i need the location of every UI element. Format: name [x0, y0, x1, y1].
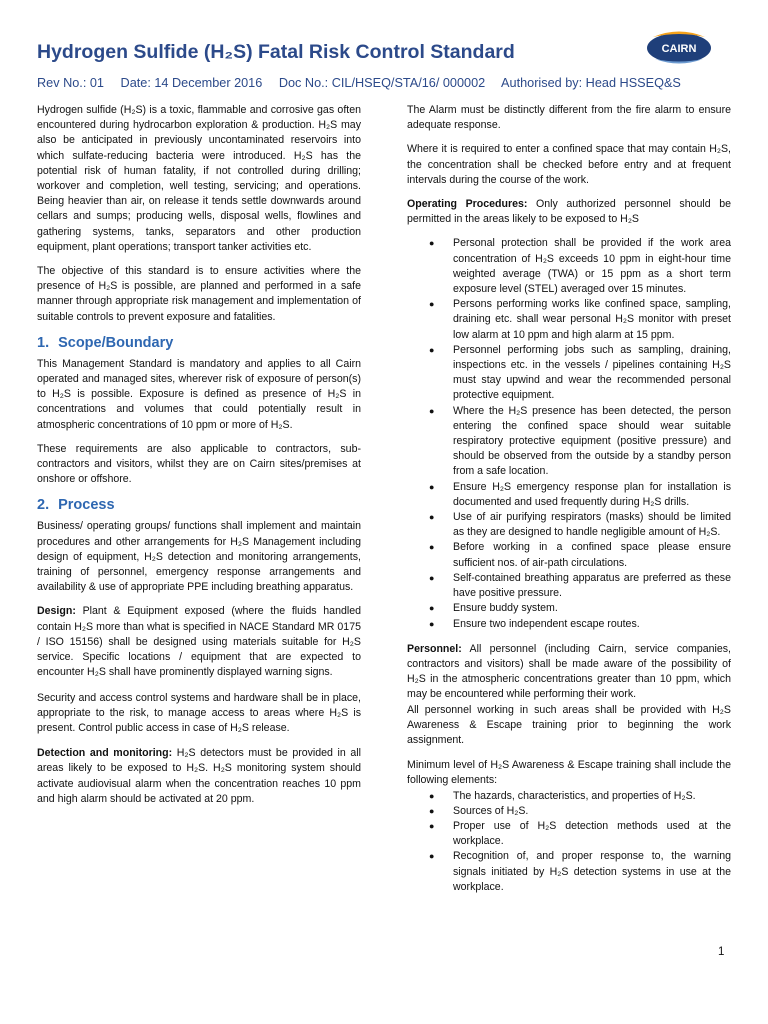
- page-number: 1: [718, 946, 725, 958]
- bullet-icon: ●: [429, 344, 435, 355]
- bullet-icon: ●: [429, 618, 435, 629]
- bullet-icon: ●: [429, 820, 435, 831]
- document-number: Doc No.: CIL/HSEQ/STA/16/ 000002: [278, 76, 486, 90]
- list-item: ● Ensure two independent escape routes.: [453, 617, 731, 632]
- personnel-paragraph: [407, 642, 731, 703]
- personnel-text: All personnel (including Cairn, service companies, contractors and visitors) shall be made aware of the possibility of H₂S in the atmospheric concentrations greater than 10 ppm, which may be encountered while performing their work.: [407, 642, 731, 701]
- security-paragraph: Security and access control systems and hardware shall be in place, appropriate to the risk, to manage access to areas where H₂S is present. Control public access in case of H₂S release.: [37, 691, 361, 734]
- section-number: 2.: [37, 497, 50, 514]
- alarm-paragraph: The Alarm must be distinctly different from the fire alarm to ensure adequate response.: [407, 104, 731, 132]
- bullet-icon: ●: [429, 542, 435, 553]
- section-heading-scope: [37, 334, 361, 352]
- design-paragraph: [37, 604, 361, 680]
- document-meta: [37, 76, 732, 90]
- bullet-icon: ●: [429, 481, 435, 492]
- operating-text: Only authorized personnel should be permitted in the areas likely to be exposed to H₂S: [407, 198, 731, 226]
- bullet-icon: ●: [429, 790, 435, 801]
- list-item: ● Proper use of H₂S detection methods used at the workplace.: [429, 819, 731, 848]
- list-item: ● The hazards, characteristics, and properties of H₂S.: [453, 789, 731, 804]
- operating-bullet-list: [407, 236, 731, 631]
- section-number: 1.: [37, 334, 50, 351]
- design-text: Plant & Equipment exposed (where the fluids handled contain H₂S more than what is specified in NACE Standard MR 0175 / ISO 15156) shall be designed using materials suitable for H₂S service. Specific locations / equipment that are expected to encounter H₂S shall have prominently displayed warning signs.: [37, 605, 361, 679]
- list-item: ● Sources of H₂S.: [453, 804, 731, 819]
- section-title: Scope/Boundary: [58, 334, 174, 351]
- section-title: Process: [58, 497, 115, 514]
- list-item: ● Ensure H₂S emergency response plan for installation is documented and used frequently during H₂S drills.: [429, 480, 731, 508]
- list-item: ● Ensure buddy system.: [453, 601, 731, 616]
- logo-text: CAIRN: [661, 43, 697, 55]
- design-label: Design:: [37, 605, 76, 618]
- detection-text: H₂S detectors must be provided in all areas likely to be exposed to H₂S. H₂S monitoring system should activate audiovisual alarm when the concentration reaches 10 ppm and high alarm should be activated at 20 ppm.: [37, 747, 362, 805]
- operating-label: Operating Procedures:: [407, 198, 528, 211]
- detection-paragraph: [37, 746, 361, 807]
- confined-space-paragraph: Where it is required to enter a confined space that may contain H₂S, the concentration shall be checked before entry and at frequent intervals during the course of the work.: [407, 143, 731, 186]
- revision-number: Rev No.: 01: [37, 76, 104, 90]
- bullet-icon: ●: [429, 805, 435, 816]
- list-item: ● Recognition of, and proper response to, the warning signals initiated by H₂S detection systems in use at the workplace.: [429, 850, 731, 893]
- right-column: [407, 103, 731, 895]
- applicability-paragraph: These requirements are also applicable to contractors, sub-contractors and visitors, whilst they are on Cairn sites/premises at onshore or offshore.: [37, 442, 361, 486]
- list-item: ● Before working in a confined space please ensure sufficient nos. of air-path circulations.: [429, 541, 731, 569]
- list-item: ● Persons performing works like confined space, sampling, draining etc. shall wear personal H₂S monitor with preset low alarm at 10 ppm and high alarm at 15 ppm.: [429, 298, 731, 341]
- objective-paragraph: The objective of this standard is to ensure activities where the presence of H₂S is possible, are planned and performed in a safe manner through appropriate risk management and implementation of suitable controls to prevent exposure and fatalities.: [37, 265, 361, 323]
- scope-paragraph: This Management Standard is mandatory and applies to all Cairn operated and managed sites, wherever risk of exposure of person(s) to H₂S is possible. Exposure is defined as presence of H₂S in concentrations and volumes that could potentially result in atmospheric concentrations of 10 ppm or more of H₂S.: [37, 357, 361, 431]
- bullet-icon: ●: [429, 238, 435, 249]
- intro-paragraph: Hydrogen sulfide (H₂S) is a toxic, flammable and corrosive gas often encountered during hydrocarbon exploration & production. H₂S may also be anticipated in previously uncontaminated reservoirs into which sulfate-reducing bacteria were introduced. H₂S has the potential risk of human fatality, if not controlled during drilling; workover and completion, well testing, servicing; and operations. Being heavier than air, on release it tends settle downwards around cellars and sumps; producing wells, disposal wells, flowlines and gathering systems, tanks, separators and other production equipment, plant operations; transport tanker activities etc.: [37, 104, 361, 253]
- training-requirement-paragraph: All personnel working in such areas shall be provided with H₂S Awareness & Escape training prior to beginning the work assignment.: [407, 703, 731, 746]
- document-date: Date: 14 December 2016: [120, 76, 263, 90]
- authorised-by: Authorised by: Head HSSEQ&S: [501, 76, 681, 90]
- bullet-icon: ●: [429, 299, 435, 310]
- list-item: ● Self-contained breathing apparatus are preferred as these have positive pressure.: [429, 571, 731, 600]
- cairn-logo: [645, 28, 713, 68]
- list-item: ● Use of air purifying respirators (masks) should be limited as they are designed to handle negligible amount of H₂S.: [429, 511, 731, 539]
- bullet-icon: ●: [429, 572, 435, 583]
- page-title: Hydrogen Sulfide (H₂S) Fatal Risk Control Standard: [37, 41, 515, 63]
- bullet-icon: ●: [429, 851, 435, 862]
- left-column: [37, 103, 361, 816]
- process-paragraph: Business/ operating groups/ functions shall implement and maintain procedures and other arrangements for H₂S Management including design of equipment, H₂S detection and monitoring arrangements, training of personnel, emergency response arrangements and availability & use of appropriate PPE including breathing apparatus.: [37, 520, 361, 594]
- bullet-icon: ●: [429, 512, 435, 523]
- training-bullet-list: [407, 789, 731, 895]
- bullet-icon: ●: [429, 603, 435, 614]
- bullet-icon: ●: [429, 405, 435, 416]
- personnel-label: Personnel:: [407, 642, 462, 655]
- list-item: ● Personnel performing jobs such as sampling, draining, inspections etc. in the vessels / pipelines containing H₂S must stay upwind and wear the recommended personal protective equipment.: [429, 343, 731, 402]
- training-intro-paragraph: Minimum level of H₂S Awareness & Escape training shall include the following elements:: [407, 759, 731, 787]
- list-item: ● Personal protection shall be provided if the work area concentration of H₂S exceeds 10 ppm in eight-hour time weighted average (TWA) or 15 ppm as a short term exposure level (STEL) averaged over 15 minutes.: [429, 237, 731, 296]
- detection-label: Detection and monitoring:: [37, 747, 173, 760]
- section-heading-process: [37, 496, 361, 514]
- list-item: ● Where the H₂S presence has been detected, the person entering the confined space should wear suitable respiratory protective equipment (positive pressure) and should be observed from the outside by a standby person from a safe location.: [429, 404, 731, 478]
- operating-procedures-paragraph: [407, 197, 731, 227]
